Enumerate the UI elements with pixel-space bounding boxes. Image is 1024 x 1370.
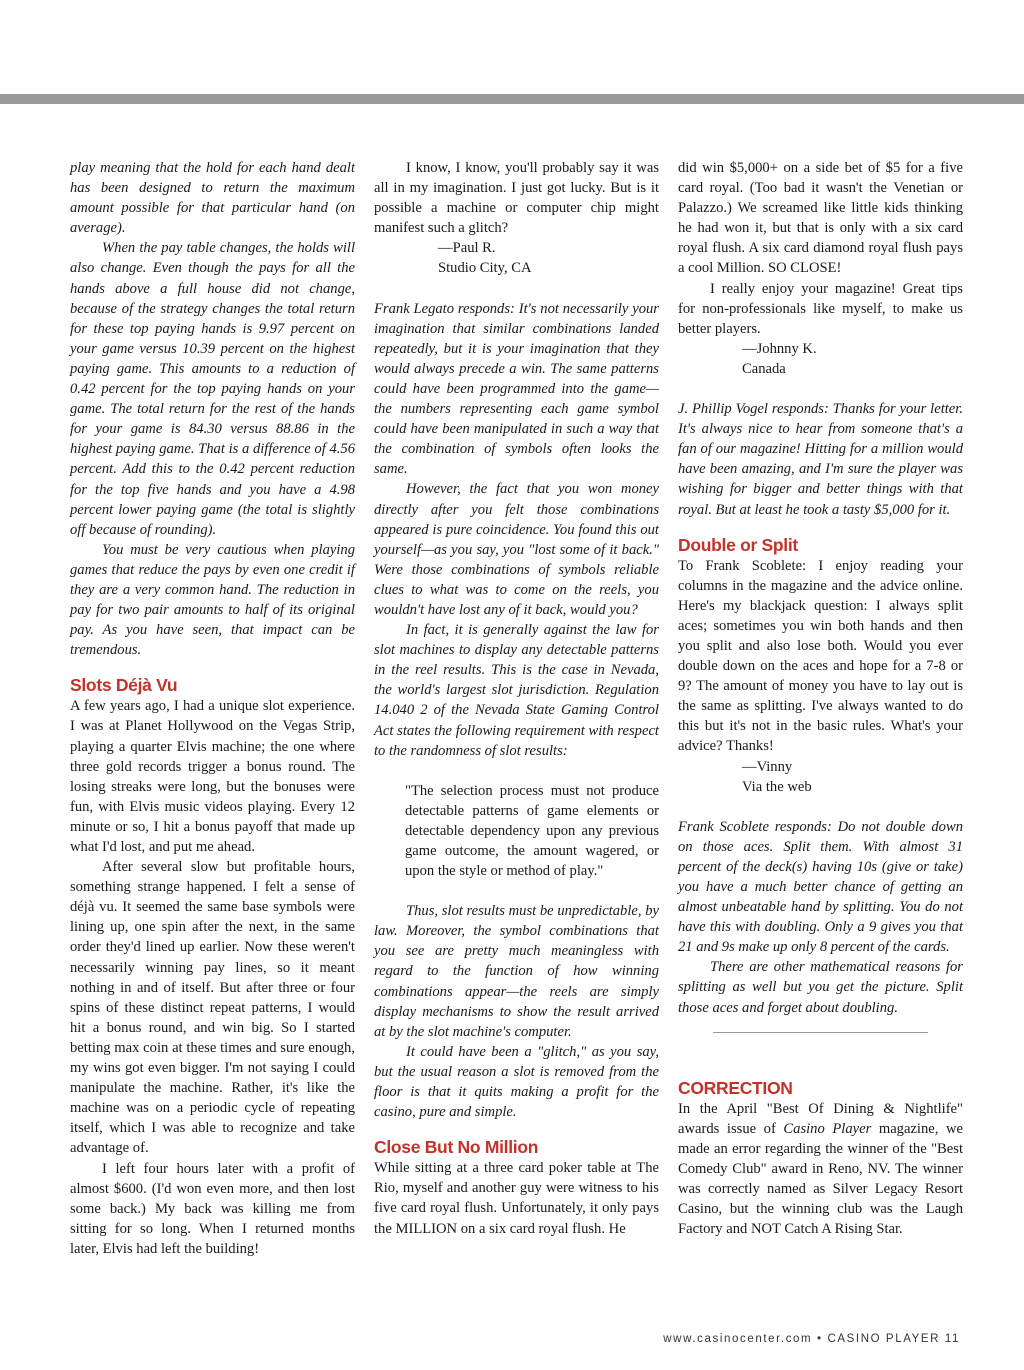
paragraph: Thus, slot results must be unpredictable, by law. Moreover, the symbol combinations that you see are pretty much meaningless with regard to the function of how winning combinations appear—the reels are simply display mechanisms to show the result arrived at by the slot machine's computer. xyxy=(374,903,659,1040)
section-divider xyxy=(713,1032,928,1033)
letter-signature-name: —Vinny xyxy=(742,758,793,775)
paragraph: After several slow but profitable hours, something strange happened. I felt a sense of déjà vu. It seemed the same base symbols were lining up, one spin after the next, in the same order they'd lined up earlier. Now these weren't necessarily winning pay lines, so it meant nothing in and of itself. But after three or four spins of these distinct repeat patterns, I would hit a bonus round, and win big. So I started betting max coin at these times and sure enough, my wins got even bigger. I'm not saying I could manipulate the machine. Rather, it's like the machine was on a periodic cycle of repeating itself, which I was able to recognize and take advantage of. xyxy=(70,859,355,1157)
paragraph: When the pay table changes, the holds will also change. Even though the pays for all the hands above a full house did not change, because of the strategy changes the total return for these top paying hands is 9.97 percent on your game versus 10.39 percent on the highest paying game. This amounts to a reduction of 0.42 percent for the top paying hands on your game. The total return for the rest of the hands for your game is 84.30 versus 88.86 in the highest paying game. That is a difference of 4.56 percent. Add this to the 0.42 percent reduction for the top five hands and you have a 4.98 percent lower paying game (the total is slightly off because of rounding). xyxy=(70,240,355,538)
block-quote: "The selection process must not produce detectable patterns of game elements or detectable dependency upon any previous game outcome, the amount wagered, or upon the style or method of play." xyxy=(405,782,659,880)
top-gray-bar xyxy=(0,94,1024,104)
section-heading: CORRECTION xyxy=(678,1077,793,1098)
magazine-title: Casino Player xyxy=(783,1120,872,1137)
paragraph: I left four hours later with a profit of almost $600. (I'd won even more, and then lost some back.) My back was killing me from sitting for so long. When I returned months later, Elvis had left the building! xyxy=(70,1160,355,1257)
column-2 xyxy=(374,158,659,1239)
paragraph: There are other mathematical reasons for splitting as well but you get the picture. Split those aces and forget about doubling. xyxy=(678,959,963,1016)
paragraph: While sitting at a three card poker table at The Rio, myself and another guy were witness to his five card royal flush. Unfortunately, it only pays the MILLION on a six card royal flush. He xyxy=(374,1160,659,1237)
letter-signature-place: Studio City, CA xyxy=(438,260,532,277)
paragraph: I really enjoy your magazine! Great tips for non-professionals like myself, to make us better players. xyxy=(678,280,963,337)
section-heading: Double or Split xyxy=(678,534,798,555)
paragraph: Frank Legato responds: It's not necessarily your imagination that similar combinations landed repeatedly, but it is your imagination that they would always precede a win. The same patterns could have been programmed into the game—the numbers representing each game symbol could have been manipulated in such a way that the combination of symbols often looks the same. xyxy=(374,300,659,478)
paragraph: play meaning that the hold for each hand dealt has been designed to return the maximum amount possible for that particular hand (on average). xyxy=(70,160,355,237)
letter-signature-name: —Johnny K. xyxy=(742,340,817,357)
letter-signature-place: Canada xyxy=(742,360,786,377)
paragraph: A few years ago, I had a unique slot experience. I was at Planet Hollywood on the Vegas Strip, playing a quarter Elvis machine; the one where three gold records trigger a bonus round. The losing streaks were long, but the bonuses were fun, with Elvis music videos playing. Every 12 minute or so, I hit a bonus payoff that made up what I'd lost, and put me ahead. xyxy=(70,698,355,855)
paragraph: It could have been a "glitch," as you say, but the usual reason a slot is removed from the floor is that it quits making a profit for the casino, pure and simple. xyxy=(374,1043,659,1121)
page-footer: www.casinocenter.com • CASINO PLAYER 11 xyxy=(663,1333,960,1345)
paragraph: I know, I know, you'll probably say it was all in my imagination. I just got lucky. But is it possible a machine or computer chip might manifest such a glitch? xyxy=(374,160,659,237)
column-1 xyxy=(70,158,355,1259)
paragraph: You must be very cautious when playing games that reduce the pays by even one credit if they are a very common hand. The reduction in pay for two pair amounts to half of its original pay. As you have seen, that impact can be tremendous. xyxy=(70,541,355,659)
paragraph: did win $5,000+ on a side bet of $5 for a five card royal. (Too bad it wasn't the Venetian or Palazzo.) We screamed like little kids thinking he had won it, but that is only with a six card royal flush. A six card diamond royal flush pays a cool Million. SO CLOSE! xyxy=(678,160,963,277)
column-3 xyxy=(678,158,963,1239)
letter-signature-place: Via the web xyxy=(742,778,812,795)
section-heading: Close But No Million xyxy=(374,1137,539,1158)
paragraph: In fact, it is generally against the law for slot machines to display any detectable patterns in the reel results. This is the case in Nevada, the world's largest slot jurisdiction. Regulation 14.040 2 of the Nevada State Gaming Control Act states the following requirement with respect to the randomness of slot results: xyxy=(374,622,659,759)
letter-signature-name: —Paul R. xyxy=(438,240,496,257)
paragraph: To Frank Scoblete: I enjoy reading your columns in the magazine and the advice online. Here's my blackjack question: I always split aces; sometimes you win both hands and then you split and also lose both. Would you ever double down on the aces and hope for a 7-8 or 9? The amount of money you have to lay out is the same as splitting. I've always wanted to do this but it's not in the basic rules. What's your advice? Thanks! xyxy=(678,557,963,755)
paragraph: J. Phillip Vogel responds: Thanks for your letter. It's always nice to hear from someone that's a fan of our magazine! Hitting for a million would have been amazing, and I'm sure the player was wishing for bigger and better things with that royal. But at least he took a tasty $5,000 for it. xyxy=(678,401,963,518)
paragraph: Frank Scoblete responds: Do not double down on those aces. Split them. With almost 31 percent of the deck(s) having 10s (give or take) you have a much better chance of getting an almost unbeatable hand by splitting. You do not have this with doubling. Only a 9 gives you that 21 and 9s make up only 8 percent of the cards. xyxy=(678,818,963,956)
section-heading: Slots Déjà Vu xyxy=(70,675,178,696)
paragraph: However, the fact that you won money directly after you felt those combinations appeared is pure coincidence. You found this out yourself—as you say, you "lost some of it back." Were those combinations of symbols reliable clues to what was to come on the reels, you wouldn't have lost any of it back, would you? xyxy=(374,481,659,618)
paragraph: In the April "Best Of Dining & Nightlife" awards issue of Casino Player magazine, we made an error regarding the winner of the "Best Comedy Club" award in Reno, NV. The winner was correctly named as Silver Legacy Resort Casino, but the winning club was the Laugh Factory and NOT Catch A Rising Star. xyxy=(678,1100,963,1238)
